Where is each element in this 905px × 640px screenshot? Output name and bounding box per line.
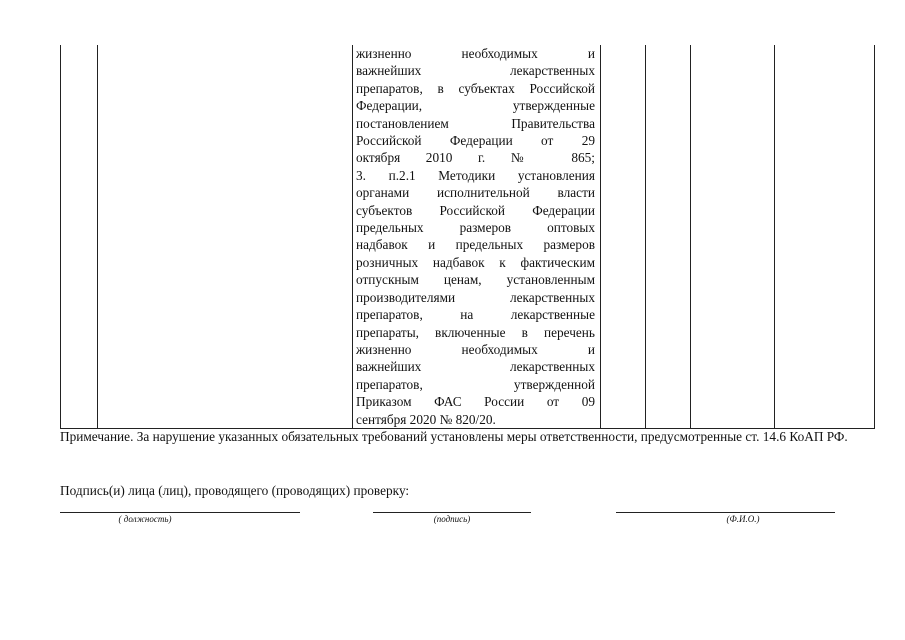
- legal-basis-line: препараты, включенные в перечень: [356, 324, 595, 340]
- legal-basis-line: Федерации, утвержденные: [356, 98, 595, 114]
- legal-basis-line: важнейших лекарственных: [356, 63, 595, 79]
- legal-basis-line: постановлением Правительства: [356, 115, 595, 131]
- legal-basis-line: Российской Федерации от 29: [356, 133, 595, 149]
- legal-basis-line: октября 2010 г. № 865;: [356, 150, 595, 166]
- position-caption: ( должность): [118, 514, 172, 524]
- signature-heading: Подпись(и) лица (лиц), проводящего (проводящих) проверку:: [60, 483, 410, 498]
- table-cell-requirement: [98, 45, 353, 428]
- legal-basis-line: препаратов, утвержденной: [356, 376, 595, 392]
- legal-basis-line: препаратов, в субъектах Российской: [356, 80, 595, 96]
- legal-basis-line: органами исполнительной власти: [356, 185, 595, 201]
- legal-basis-line: препаратов, на лекарственные: [356, 307, 595, 323]
- table-cell-yes: [601, 45, 646, 428]
- table-cell-legal-basis: [353, 45, 601, 428]
- table-cell-not-applicable: [691, 45, 775, 428]
- signature-caption: (подпись): [433, 514, 471, 524]
- legal-basis-line: жизненно необходимых и: [356, 46, 595, 61]
- note-text: Примечание. За нарушение указанных обязательных требований установлены меры ответственности, предусмотренные ст. 14.6 КоАП РФ.: [60, 429, 848, 444]
- legal-basis-line: отпускным ценам, установленным: [356, 272, 595, 288]
- table-cell-comment: [775, 45, 875, 428]
- requirements-table: [60, 45, 875, 429]
- legal-basis-line: розничных надбавок к фактическим: [356, 254, 595, 270]
- legal-basis-text: [353, 45, 600, 428]
- full-name-signature-line: [616, 512, 835, 513]
- legal-basis-line: сентября 2020 № 820/20.: [356, 411, 496, 427]
- legal-basis-line: субъектов Российской Федерации: [356, 202, 595, 218]
- table-cell-number: [61, 45, 98, 428]
- legal-basis-line: предельных размеров оптовых: [356, 220, 595, 236]
- legal-basis-line: Приказом ФАС России от 09: [356, 394, 595, 410]
- position-signature-line: [60, 512, 300, 513]
- legal-basis-line: важнейших лекарственных: [356, 359, 595, 375]
- legal-basis-line: жизненно необходимых и: [356, 341, 595, 357]
- table-row: [61, 45, 875, 428]
- legal-basis-line: надбавок и предельных размеров: [356, 237, 595, 253]
- full-name-caption: (Ф.И.О.): [726, 514, 760, 524]
- legal-basis-line: 3. п.2.1 Методики установления: [356, 167, 595, 183]
- signature-line: [373, 512, 531, 513]
- legal-basis-line: производителями лекарственных: [356, 289, 595, 305]
- table-cell-no: [646, 45, 691, 428]
